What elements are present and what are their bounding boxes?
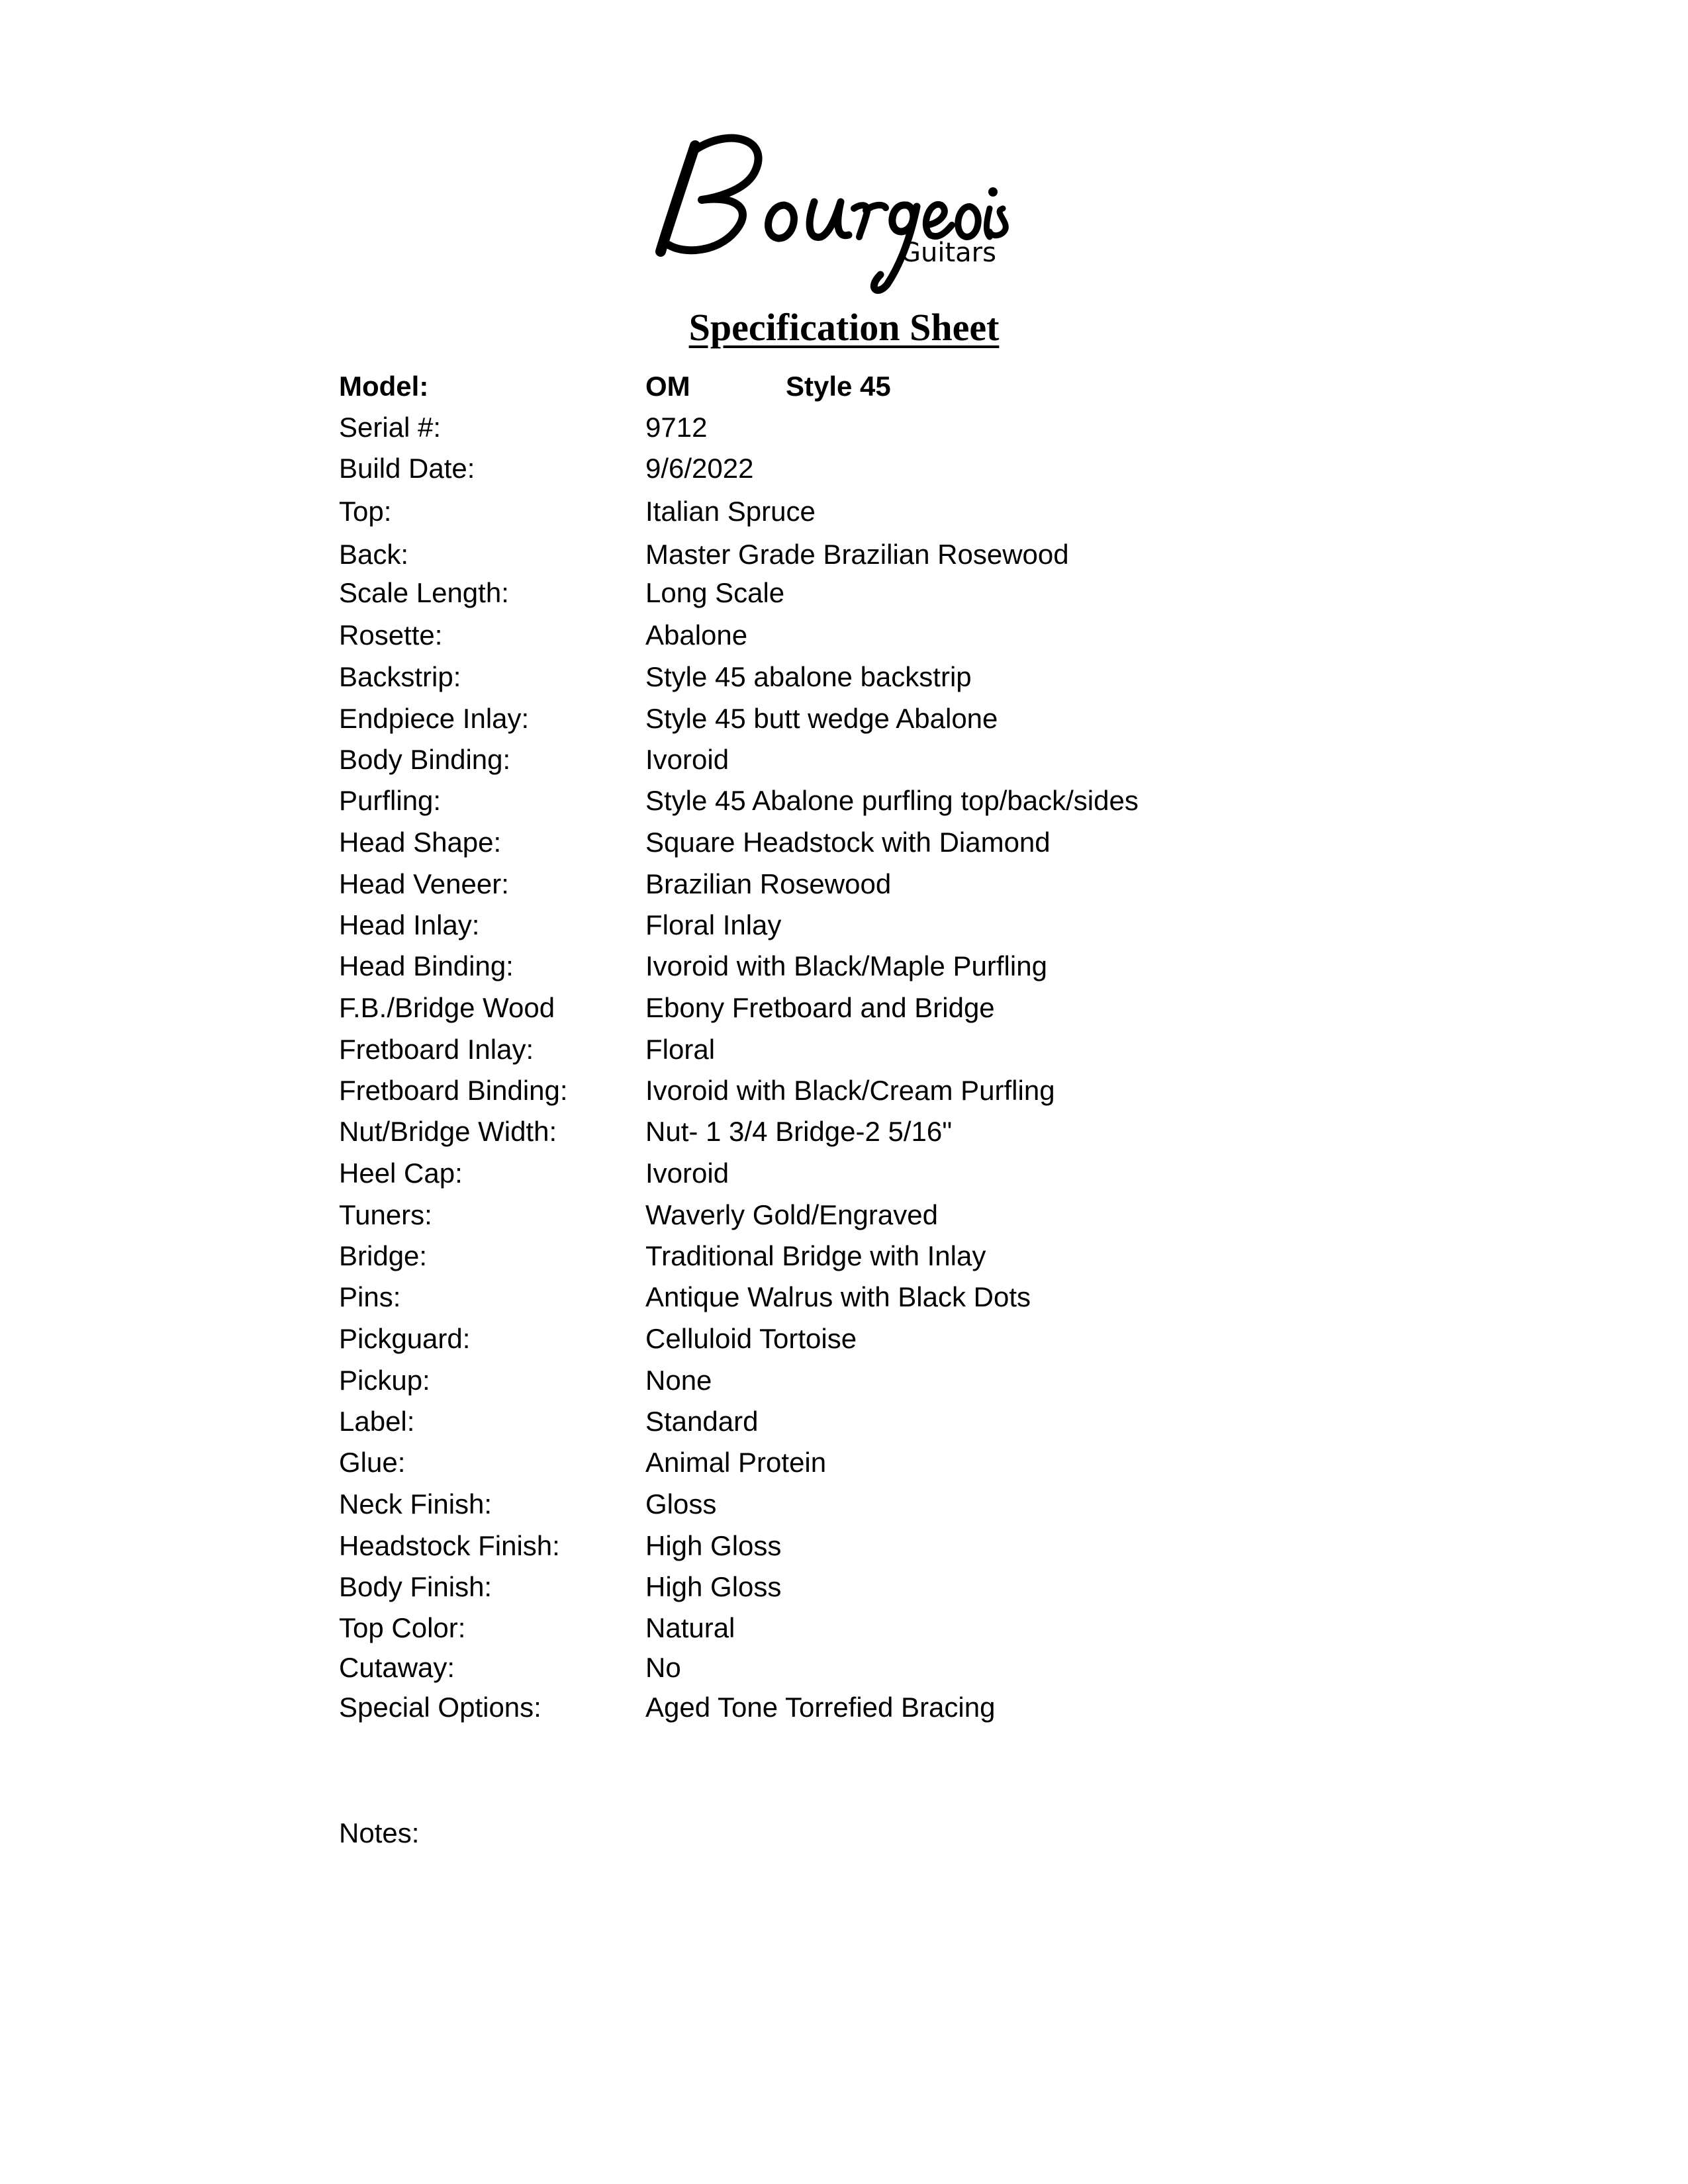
spec-label: Cutaway: [339,1652,455,1683]
spec-value-style: Style 45 [786,371,891,402]
spec-label: Back: [339,539,409,570]
spec-value: Style 45 butt wedge Abalone [645,703,998,734]
spec-value: Antique Walrus with Black Dots [645,1281,1031,1312]
spec-label: Headstock Finish: [339,1530,560,1561]
spec-label: Fretboard Binding: [339,1075,568,1106]
spec-value: Floral [645,1034,716,1065]
spec-value: 9712 [645,412,708,443]
spec-value: Waverly Gold/Engraved [645,1199,938,1230]
spec-label: F.B./Bridge Wood [339,992,555,1023]
spec-label: Pins: [339,1281,401,1312]
logo-subtext: Guitars [900,238,996,268]
spec-label: Glue: [339,1447,406,1478]
spec-label: Special Options: [339,1692,541,1723]
spec-label: Pickguard: [339,1323,471,1354]
spec-label: Pickup: [339,1365,430,1396]
spec-value: Standard [645,1406,759,1437]
spec-label: Neck Finish: [339,1488,492,1520]
spec-label: Head Veneer: [339,868,509,899]
spec-label: Label: [339,1406,415,1437]
spec-label: Tuners: [339,1199,432,1230]
spec-value: Ivoroid [645,744,729,775]
spec-value: 9/6/2022 [645,453,754,484]
notes-label: Notes: [339,1817,420,1848]
spec-label: Body Finish: [339,1571,492,1602]
spec-value: Celluloid Tortoise [645,1323,857,1354]
spec-value: Gloss [645,1488,717,1520]
spec-value: No [645,1652,681,1683]
spec-value: Aged Tone Torrefied Bracing [645,1692,996,1723]
spec-value: High Gloss [645,1530,782,1561]
spec-value: Ivoroid with Black/Cream Purfling [645,1075,1055,1106]
spec-value: Ebony Fretboard and Bridge [645,992,995,1023]
spec-label: Serial #: [339,412,442,443]
spec-label: Nut/Bridge Width: [339,1116,557,1147]
spec-label: Head Binding: [339,950,514,981]
spec-value: Style 45 abalone backstrip [645,661,972,692]
spec-value: High Gloss [645,1571,782,1602]
spec-label: Top: [339,496,392,527]
page-title: Specification Sheet [688,306,1000,349]
spec-label: Head Shape: [339,827,502,858]
spec-value: Master Grade Brazilian Rosewood [645,539,1069,570]
spec-label: Bridge: [339,1240,428,1271]
spec-value: Long Scale [645,577,785,608]
spec-label: Heel Cap: [339,1158,463,1189]
spec-value: Ivoroid with Black/Maple Purfling [645,950,1047,981]
spec-value: Animal Protein [645,1447,827,1478]
spec-label: Top Color: [339,1612,466,1643]
spec-label: Rosette: [339,619,443,651]
spec-label: Body Binding: [339,744,511,775]
spec-label: Backstrip: [339,661,461,692]
spec-label: Model: [339,371,429,402]
spec-label: Fretboard Inlay: [339,1034,534,1065]
spec-value: Ivoroid [645,1158,729,1189]
spec-value-model: OM [645,371,690,402]
spec-value: Traditional Bridge with Inlay [645,1240,986,1271]
spec-label: Head Inlay: [339,909,480,940]
spec-label: Endpiece Inlay: [339,703,530,734]
spec-value: Brazilian Rosewood [645,868,892,899]
brand-logo [655,126,1013,298]
spec-value: Nut- 1 3/4 Bridge-2 5/16" [645,1116,953,1147]
spec-value: Style 45 Abalone purfling top/back/sides [645,785,1139,816]
spec-value: None [645,1365,712,1396]
spec-value: Abalone [645,619,748,651]
spec-value: Square Headstock with Diamond [645,827,1051,858]
spec-value: Italian Spruce [645,496,816,527]
spec-label: Build Date: [339,453,475,484]
spec-label: Scale Length: [339,577,509,608]
spec-label: Purfling: [339,785,442,816]
spec-value: Natural [645,1612,735,1643]
spec-value: Floral Inlay [645,909,782,940]
brand-logo-graphic [655,126,1013,298]
